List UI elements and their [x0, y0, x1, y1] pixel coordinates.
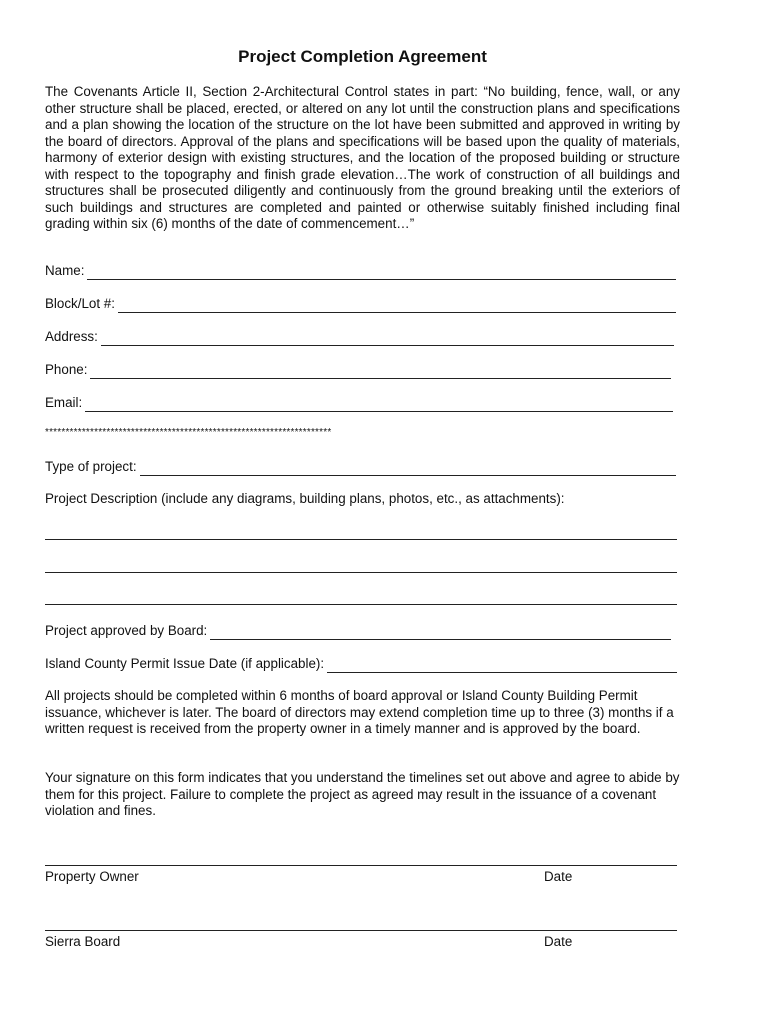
project-type-label: Type of project:: [45, 459, 137, 474]
name-field: [45, 262, 676, 280]
email-field: [45, 394, 673, 412]
address-input-line[interactable]: [101, 332, 674, 346]
block-lot-input-line[interactable]: [118, 299, 676, 313]
signature-statement: Your signature on this form indicates that you understand the timelines set out above and agree to abide by them for this project. Failure to complete the project as agreed may result in the issuance of a covenant violation and fines.: [45, 770, 680, 819]
name-label: Name:: [45, 263, 85, 278]
phone-label: Phone:: [45, 362, 88, 377]
name-input-line[interactable]: [87, 266, 676, 280]
email-label: Email:: [45, 395, 83, 410]
sierra-board-label: Sierra Board: [45, 934, 121, 949]
board-approval-field: [45, 622, 671, 640]
address-label: Address:: [45, 329, 98, 344]
block-lot-field: [45, 295, 676, 313]
phone-field: [45, 361, 671, 379]
project-type-input-line[interactable]: [140, 462, 676, 476]
project-description-label: Project Description (include any diagrams, building plans, photos, etc., as attachments):: [45, 491, 565, 506]
property-owner-label: Property Owner: [45, 869, 139, 884]
covenants-intro: The Covenants Article II, Section 2-Architectural Control states in part: “No building, fence, wall, or any other structure shall be placed, erected, or altered on any lot until the construction plans and specifications and a plan showing the location of the structure on the lot have been submitted and approved in writing by the board of directors. Approval of the plans and specifications will be based upon the quality of materials, harmony of exterior design with existing structures, and the location of the proposed building or structure with respect to the topography and finish grade elevation…The work of construction of all buildings and structures shall be prosecuted diligently and continuously from the ground breaking until the exteriors of such buildings and structures are completed and painted or otherwise suitably finished including final grading within six (6) months of the date of commencement…”: [45, 84, 680, 231]
owner-date-label: Date: [544, 869, 573, 884]
block-lot-label: Block/Lot #:: [45, 296, 115, 311]
address-field: [45, 328, 674, 346]
permit-date-input-line[interactable]: [327, 659, 677, 673]
project-type-field: [45, 458, 676, 476]
section-separator: **********************************************************************: [45, 427, 332, 438]
description-line[interactable]: [45, 604, 677, 605]
permit-date-label: Island County Permit Issue Date (if applicable):: [45, 656, 325, 671]
board-signature-line[interactable]: [45, 930, 677, 931]
board-date-label: Date: [544, 934, 573, 949]
page-title: Project Completion Agreement: [238, 47, 487, 66]
board-approval-input-line[interactable]: [210, 626, 671, 640]
description-line[interactable]: [45, 572, 677, 573]
description-line[interactable]: [45, 539, 677, 540]
permit-date-field: [45, 655, 677, 673]
board-approval-label: Project approved by Board:: [45, 623, 208, 638]
completion-terms: All projects should be completed within 6 months of board approval or Island County Building Permit issuance, whichever is later. The board of directors may extend completion time up to three (3) months if a written request is received from the property owner in a timely manner and is approved by the board.: [45, 688, 674, 737]
email-input-line[interactable]: [85, 398, 673, 412]
phone-input-line[interactable]: [90, 365, 671, 379]
owner-signature-line[interactable]: [45, 865, 677, 866]
